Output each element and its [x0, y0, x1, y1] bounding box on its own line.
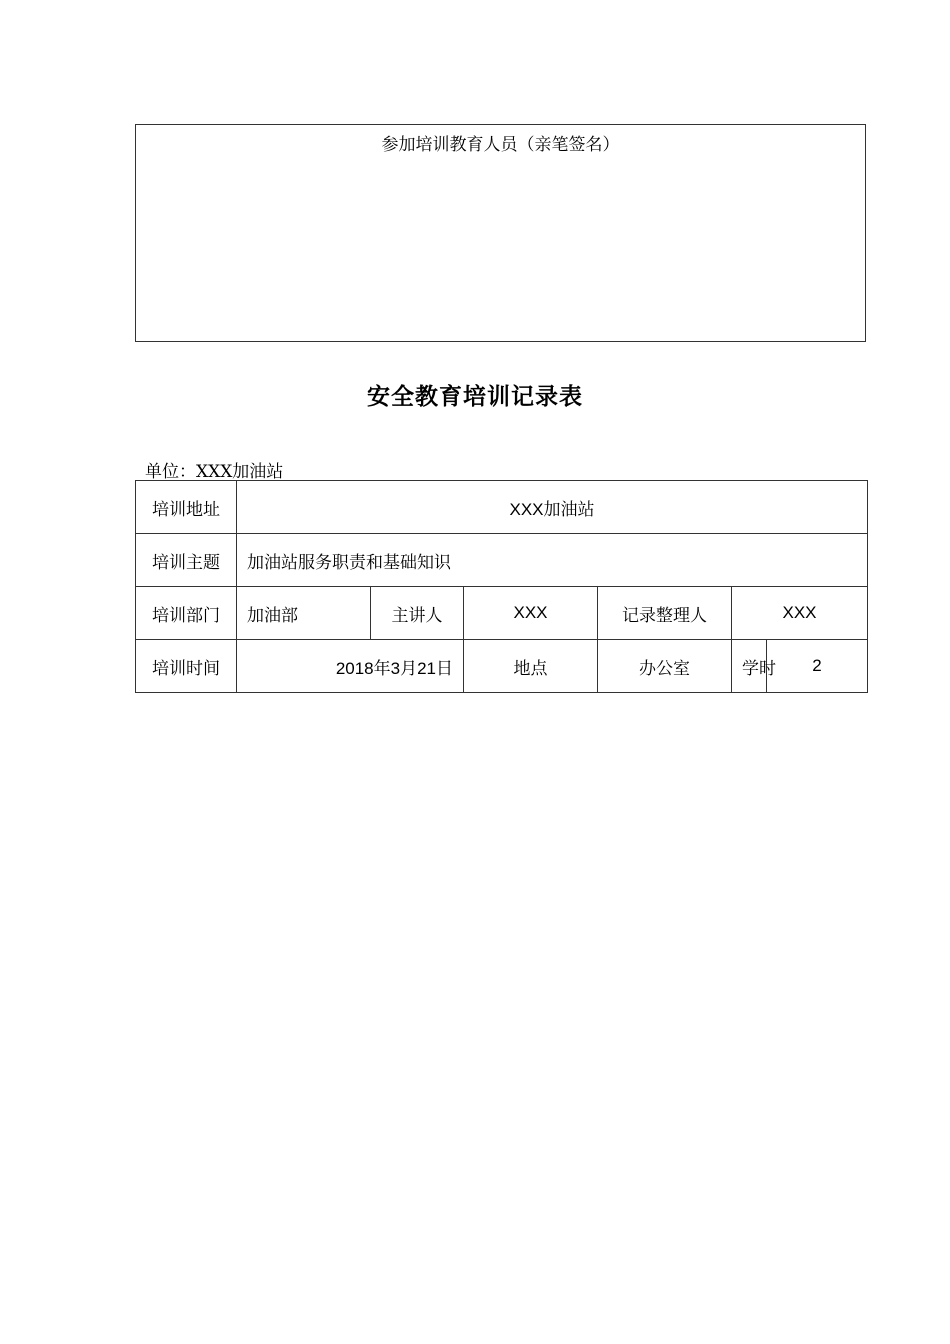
recorder-label: 记录整理人 — [598, 587, 732, 640]
document-title: 安全教育培训记录表 — [367, 384, 583, 410]
table-row-address — [136, 481, 868, 534]
lecturer-value: XXX — [464, 587, 598, 640]
time-label: 培训时间 — [136, 640, 237, 693]
topic-label: 培训主题 — [136, 534, 237, 587]
table-row-time — [136, 640, 868, 693]
table-row-department — [136, 587, 868, 640]
recorder-value: XXX — [732, 587, 868, 640]
place-label: 地点 — [464, 640, 598, 693]
department-label: 培训部门 — [136, 587, 237, 640]
signature-box — [135, 124, 866, 342]
department-value: 加油部 — [237, 587, 371, 640]
time-value: 2018年3月21日 — [237, 640, 464, 693]
topic-value: 加油站服务职责和基础知识 — [237, 534, 868, 587]
table-row-topic — [136, 534, 868, 587]
lecturer-label: 主讲人 — [371, 587, 464, 640]
hours-label: 学时 — [732, 640, 767, 693]
address-value: XXX加油站 — [237, 481, 868, 534]
training-record-table — [135, 480, 868, 693]
address-label: 培训地址 — [136, 481, 237, 534]
unit-line: 单位：XXX加油站 — [145, 462, 284, 482]
signature-box-label: 参加培训教育人员（亲笔签名） — [381, 135, 620, 155]
hours-value: 2 — [767, 640, 868, 693]
place-value: 办公室 — [598, 640, 732, 693]
